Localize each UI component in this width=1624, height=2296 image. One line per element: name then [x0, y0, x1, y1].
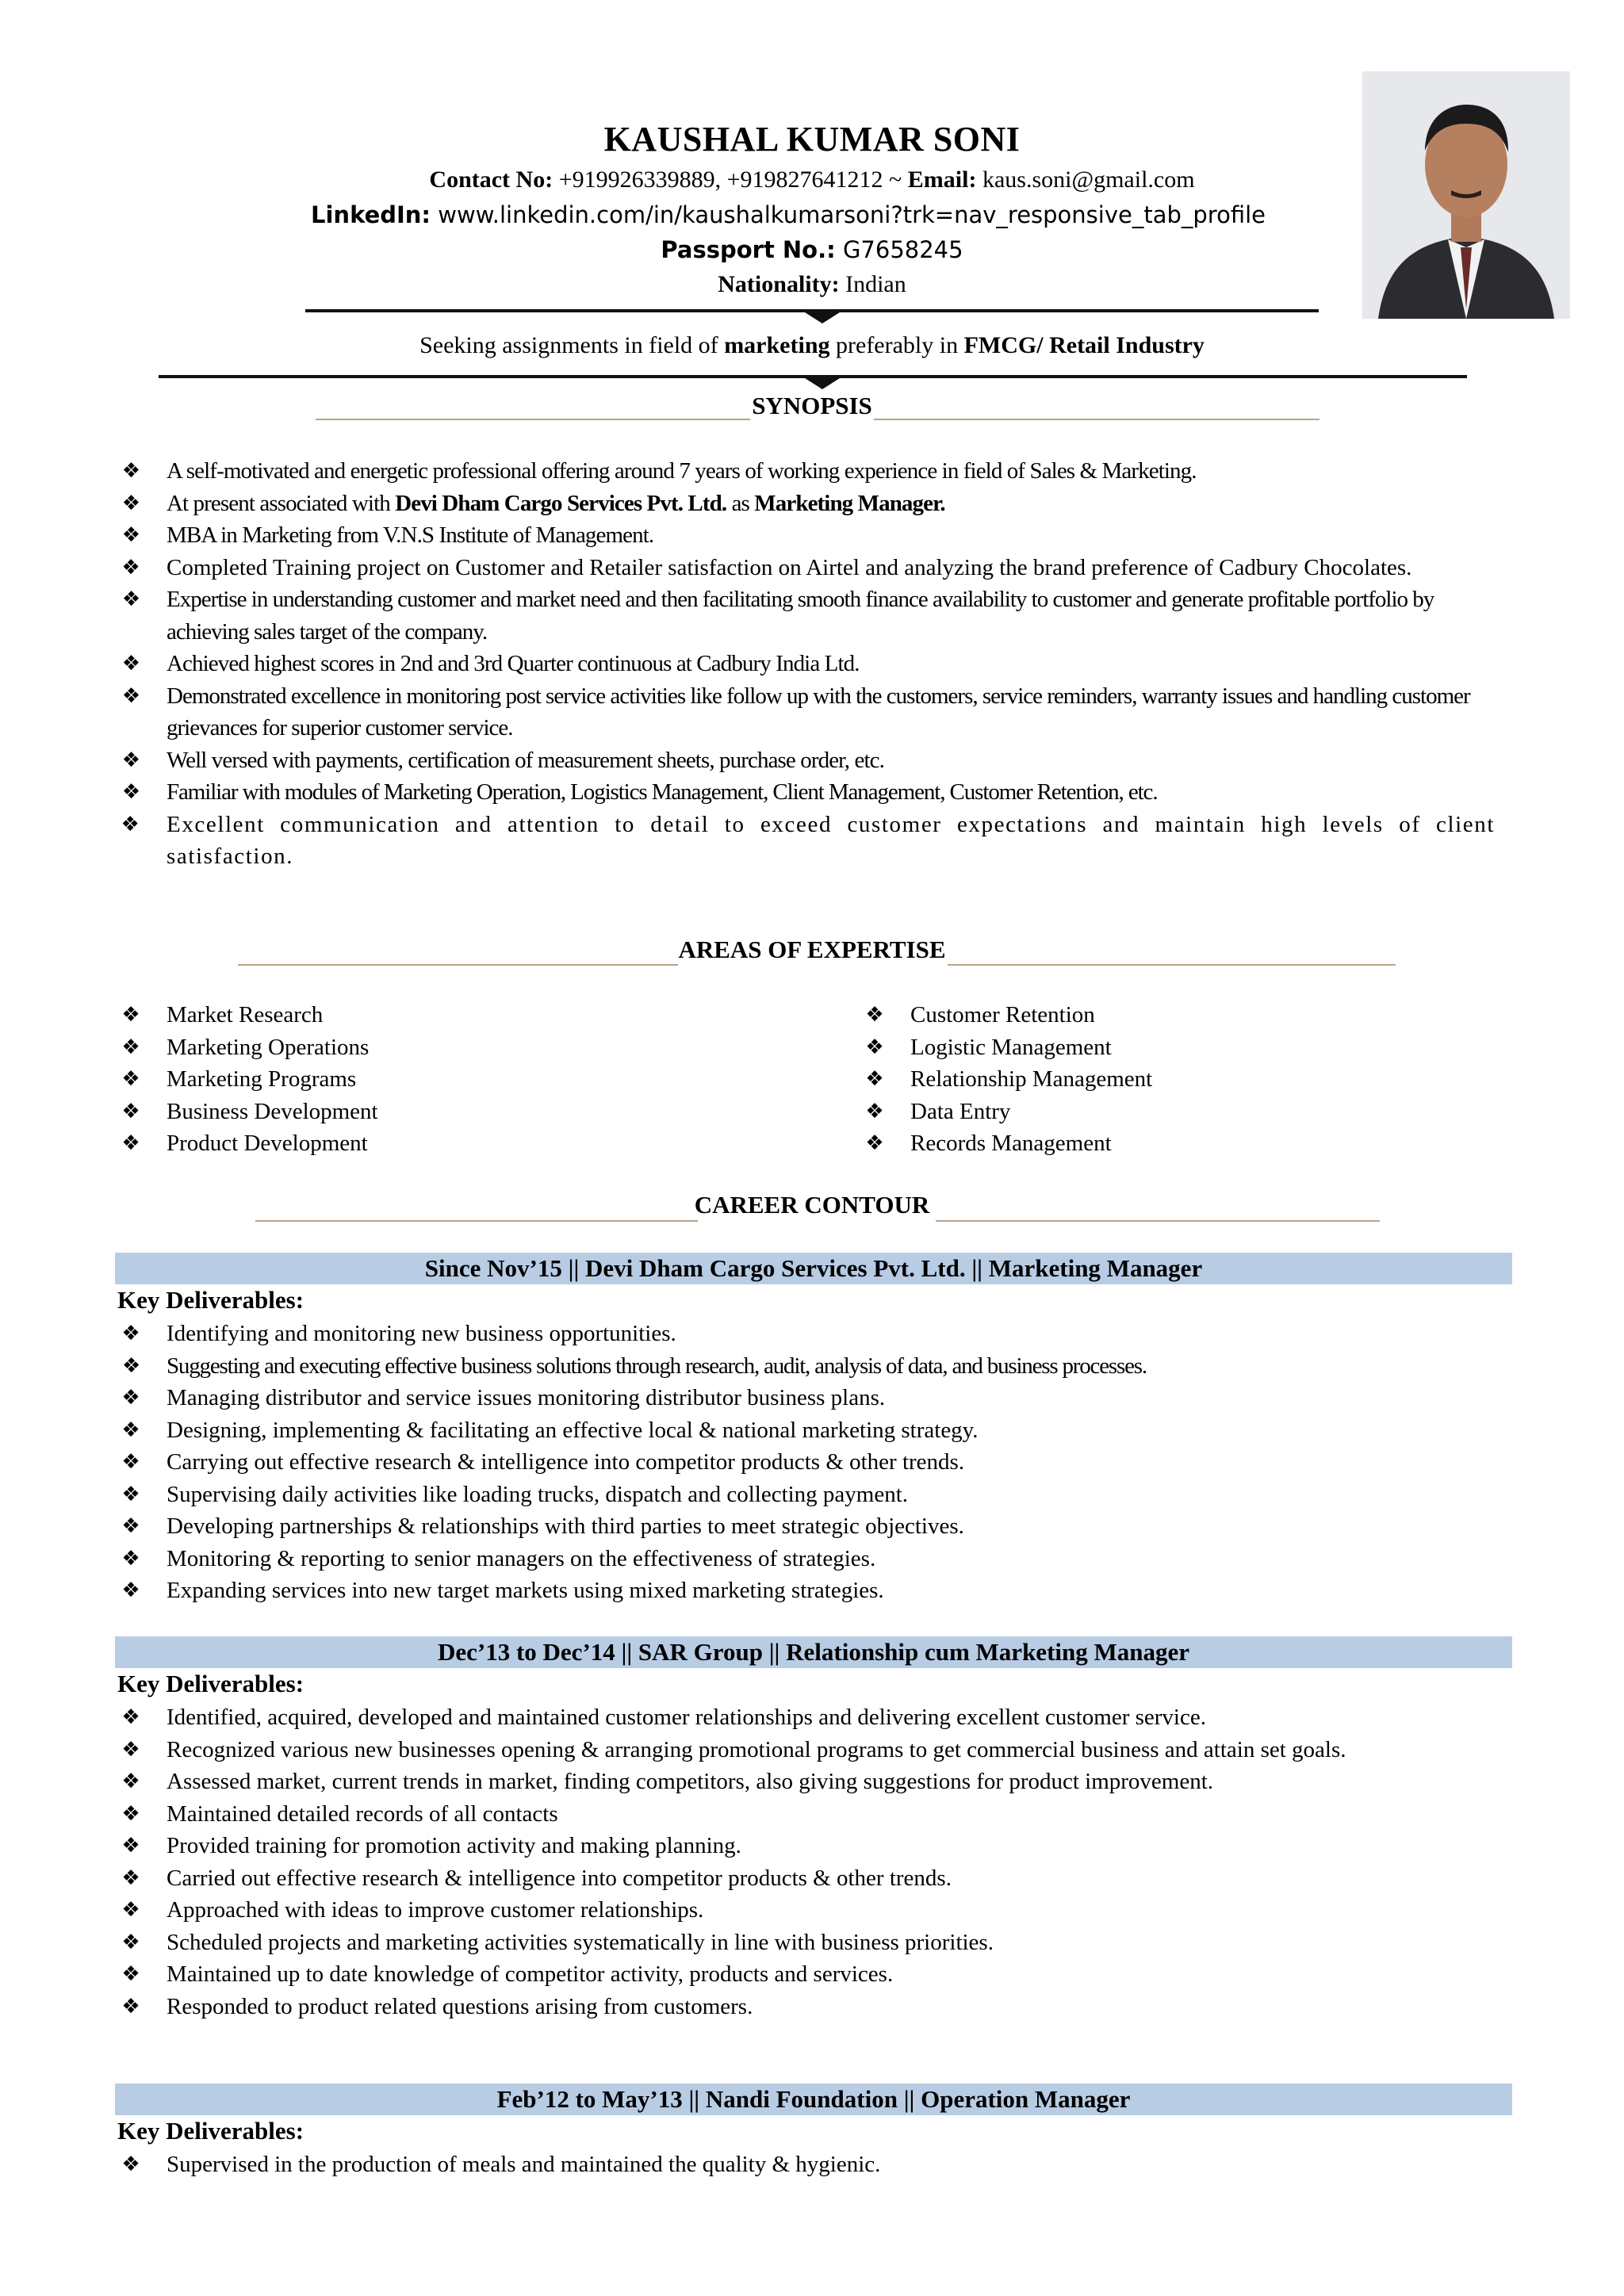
- list-item: ❖ Product Development: [115, 1127, 829, 1160]
- synopsis-rule-right: [874, 419, 1320, 420]
- list-item: ❖ Well versed with payments, certification of measurement sheets, purchase order, etc.: [115, 744, 1495, 777]
- diamond-bullet-icon: ❖: [121, 1578, 140, 1602]
- key-deliverables-label: Key Deliverables:: [117, 1286, 304, 1314]
- divider-arrow-icon: [805, 378, 840, 389]
- diamond-bullet-icon: ❖: [121, 1482, 140, 1506]
- list-item: ❖ A self-motivated and energetic professional offering around 7 years of working experience in field of Sales & Marketing.: [115, 455, 1495, 488]
- diamond-bullet-icon: ❖: [865, 1003, 884, 1027]
- diamond-bullet-icon: ❖: [121, 1067, 140, 1091]
- passport-label: Passport No.:: [661, 236, 836, 263]
- diamond-bullet-icon: ❖: [121, 1930, 140, 1954]
- expertise-list-left: [115, 999, 829, 1160]
- diamond-bullet-icon: ❖: [121, 1514, 140, 1538]
- contact-numbers: +919926339889, +919827641212 ~: [558, 166, 902, 193]
- diamond-bullet-icon: ❖: [121, 683, 140, 708]
- list-item: ❖ Logistic Management: [859, 1031, 1509, 1064]
- expertise-list-right: [859, 999, 1509, 1160]
- diamond-bullet-icon: ❖: [121, 1353, 140, 1378]
- job-heading: Dec’13 to Dec’14 || SAR Group || Relationship cum Marketing Manager: [115, 1636, 1512, 1668]
- list-item: ❖ Expanding services into new target markets using mixed marketing strategies.: [115, 1575, 1511, 1607]
- passport-number: G7658245: [842, 236, 963, 263]
- job-deliverables-list: [115, 1318, 1511, 1607]
- list-item: ❖ Relationship Management: [859, 1063, 1509, 1096]
- job-deliverables-list: [115, 1701, 1495, 2022]
- list-item: ❖ Maintained up to date knowledge of competitor activity, products and services.: [115, 1958, 1495, 1991]
- list-item: ❖ MBA in Marketing from V.N.S Institute of Management.: [115, 519, 1495, 552]
- list-item: ❖ Completed Training project on Customer and Retailer satisfaction on Airtel and analyzing the brand preference of Cadbury Chocolates.: [115, 552, 1495, 584]
- list-item: ❖ Monitoring & reporting to senior managers on the effectiveness of strategies.: [115, 1543, 1511, 1575]
- objective-bold-2: FMCG/ Retail Industry: [963, 332, 1205, 358]
- diamond-bullet-icon: ❖: [121, 1898, 140, 1922]
- nationality-line: [0, 267, 1624, 302]
- contact-line: [0, 163, 1624, 197]
- email-value[interactable]: kaus.soni@gmail.com: [982, 166, 1195, 193]
- list-item: ❖ Demonstrated excellence in monitoring post service activities like follow up with the customers, service reminders, warranty issues and handling customer grievances for superior customer service.: [115, 680, 1495, 744]
- list-item: ❖ Suggesting and executing effective business solutions through research, audit, analysis of data, and business processes.: [115, 1350, 1511, 1383]
- diamond-bullet-icon: ❖: [865, 1131, 884, 1155]
- list-item: ❖ Developing partnerships & relationships with third parties to meet strategic objectives.: [115, 1510, 1511, 1543]
- linkedin-line: [0, 197, 1600, 232]
- diamond-bullet-icon: ❖: [121, 1994, 140, 2019]
- diamond-bullet-icon: ❖: [121, 1099, 140, 1123]
- list-item: ❖ Records Management: [859, 1127, 1509, 1160]
- list-item: ❖ Assessed market, current trends in market, finding competitors, also giving suggestions for product improvement.: [115, 1766, 1495, 1798]
- diamond-bullet-icon: ❖: [121, 1801, 140, 1826]
- list-item: ❖ Identified, acquired, developed and maintained customer relationships and delivering excellent customer service.: [115, 1701, 1495, 1734]
- list-item: ❖ Managing distributor and service issues monitoring distributor business plans.: [115, 1382, 1511, 1414]
- job-heading: Feb’12 to May’13 || Nandi Foundation || Operation Manager: [115, 2084, 1512, 2115]
- passport-line: [0, 232, 1624, 267]
- expertise-rule-right: [948, 964, 1396, 966]
- list-item: ❖ Familiar with modules of Marketing Operation, Logistics Management, Client Management, Customer Retention, etc.: [115, 776, 1495, 809]
- diamond-bullet-icon: ❖: [121, 1737, 140, 1762]
- diamond-bullet-icon: ❖: [121, 1546, 140, 1571]
- list-item: ❖ Supervising daily activities like loading trucks, dispatch and collecting payment.: [115, 1479, 1511, 1511]
- nationality-value: Indian: [845, 271, 906, 297]
- diamond-bullet-icon: ❖: [121, 1962, 140, 1986]
- job-heading: Since Nov’15 || Devi Dham Cargo Services Pvt. Ltd. || Marketing Manager: [115, 1253, 1512, 1284]
- list-item: ❖ Business Development: [115, 1096, 829, 1128]
- objective-bold-1: marketing: [724, 332, 830, 358]
- list-item: ❖ Carrying out effective research & intelligence into competitor products & other trends.: [115, 1446, 1511, 1479]
- career-rule-right: [936, 1220, 1380, 1222]
- objective-line: [0, 328, 1624, 363]
- list-item: ❖ Identifying and monitoring new business opportunities.: [115, 1318, 1511, 1350]
- diamond-bullet-icon: ❖: [121, 1003, 140, 1027]
- diamond-bullet-icon: ❖: [121, 1418, 140, 1442]
- diamond-bullet-icon: ❖: [121, 812, 141, 836]
- contact-label: Contact No:: [429, 166, 553, 193]
- diamond-bullet-icon: ❖: [121, 652, 140, 675]
- diamond-bullet-icon: ❖: [865, 1035, 884, 1059]
- nationality-label: Nationality:: [718, 271, 840, 297]
- diamond-bullet-icon: ❖: [121, 748, 140, 772]
- career-rule-left: [255, 1220, 698, 1222]
- diamond-bullet-icon: ❖: [121, 555, 140, 580]
- list-item: ❖ Supervised in the production of meals and maintained the quality & hygienic.: [115, 2149, 1495, 2181]
- list-item: ❖ Maintained detailed records of all contacts: [115, 1798, 1495, 1831]
- diamond-bullet-icon: ❖: [865, 1067, 884, 1091]
- diamond-bullet-icon: ❖: [121, 1770, 140, 1793]
- list-item: ❖ Provided training for promotion activity and making planning.: [115, 1830, 1495, 1862]
- list-item: ❖ Excellent communication and attention to detail to exceed customer expectations and maintain high levels of client satisfaction.: [115, 809, 1495, 873]
- diamond-bullet-icon: ❖: [121, 1322, 140, 1345]
- email-label: Email:: [907, 166, 977, 193]
- list-item: ❖ Marketing Programs: [115, 1063, 829, 1096]
- diamond-bullet-icon: ❖: [121, 523, 140, 547]
- list-item: ❖ Expertise in understanding customer and market need and then facilitating smooth finance availability to customer and generate profitable portfolio by achieving sales target of the company.: [115, 584, 1495, 648]
- list-item: ❖ At present associated with Devi Dham Cargo Services Pvt. Ltd. as Marketing Manager.: [115, 488, 1495, 520]
- divider-arrow-icon: [805, 312, 840, 323]
- diamond-bullet-icon: ❖: [121, 1450, 140, 1474]
- diamond-bullet-icon: ❖: [865, 1099, 884, 1123]
- list-item: ❖ Marketing Operations: [115, 1031, 829, 1064]
- objective-text-2: preferably in: [836, 332, 959, 358]
- list-item: ❖ Customer Retention: [859, 999, 1509, 1031]
- key-deliverables-label: Key Deliverables:: [117, 1670, 304, 1697]
- list-item: ❖ Responded to product related questions arising from customers.: [115, 1991, 1495, 2023]
- diamond-bullet-icon: ❖: [121, 1705, 140, 1729]
- expertise-title: AREAS OF EXPERTISE: [678, 936, 946, 963]
- diamond-bullet-icon: ❖: [121, 1834, 140, 1858]
- diamond-bullet-icon: ❖: [121, 780, 140, 804]
- list-item: ❖ Recognized various new businesses opening & arranging promotional programs to get commercial business and attain set goals.: [115, 1734, 1495, 1766]
- list-item: ❖ Achieved highest scores in 2nd and 3rd Quarter continuous at Cadbury India Ltd.: [115, 648, 1495, 680]
- linkedin-url[interactable]: www.linkedin.com/in/kaushalkumarsoni?trk=nav_responsive_tab_profile: [438, 201, 1266, 228]
- list-item: ❖ Data Entry: [859, 1096, 1509, 1128]
- list-item: ❖ Market Research: [115, 999, 829, 1031]
- diamond-bullet-icon: ❖: [121, 459, 140, 483]
- list-item: ❖ Approached with ideas to improve customer relationships.: [115, 1894, 1495, 1927]
- diamond-bullet-icon: ❖: [121, 1386, 140, 1410]
- candidate-name: KAUSHAL KUMAR SONI: [603, 120, 1021, 159]
- list-item: ❖ Carried out effective research & intelligence into competitor products & other trends.: [115, 1862, 1495, 1895]
- career-title: CAREER CONTOUR: [694, 1191, 930, 1219]
- list-item: ❖ Designing, implementing & facilitating an effective local & national marketing strategy.: [115, 1414, 1511, 1447]
- expertise-rule-left: [238, 964, 678, 966]
- job-deliverables-list: [115, 2149, 1495, 2181]
- synopsis-title: SYNOPSIS: [752, 392, 872, 419]
- key-deliverables-label: Key Deliverables:: [117, 2117, 304, 2145]
- list-item: ❖ Scheduled projects and marketing activities systematically in line with business priorities.: [115, 1927, 1495, 1959]
- diamond-bullet-icon: ❖: [121, 491, 140, 515]
- diamond-bullet-icon: ❖: [121, 587, 140, 611]
- diamond-bullet-icon: ❖: [121, 2152, 140, 2176]
- diamond-bullet-icon: ❖: [121, 1131, 140, 1155]
- objective-text-1: Seeking assignments in field of: [419, 332, 718, 358]
- diamond-bullet-icon: ❖: [121, 1035, 140, 1059]
- linkedin-label: LinkedIn:: [311, 201, 431, 228]
- diamond-bullet-icon: ❖: [121, 1866, 140, 1890]
- synopsis-list: [115, 455, 1495, 873]
